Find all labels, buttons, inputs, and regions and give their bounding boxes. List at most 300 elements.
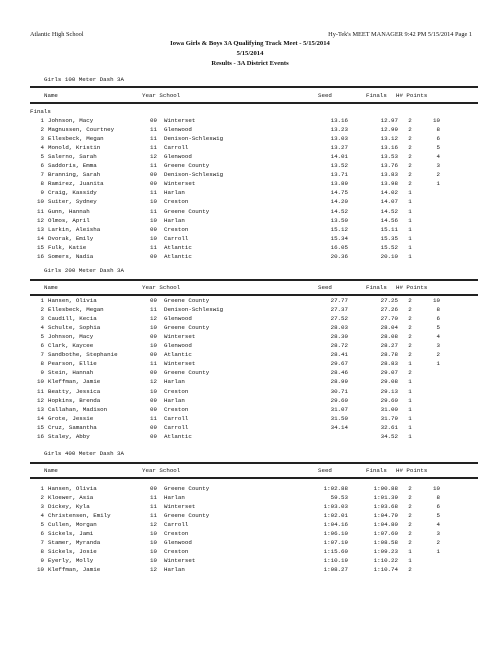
school: Winterset (164, 180, 196, 187)
place: 7 (40, 351, 44, 358)
final-time: 1:10.74 (373, 566, 398, 573)
athlete-name: Schulte, Sophia (48, 324, 101, 331)
place: 10 (37, 198, 44, 205)
school: Carroll (164, 424, 189, 431)
school: Harlan (164, 189, 185, 196)
place: 10 (37, 378, 44, 385)
athlete-name: Clark, Kaycee (48, 342, 94, 349)
points: 5 (436, 512, 440, 519)
seed-time: 14.01 (330, 153, 348, 160)
points: 8 (436, 126, 440, 133)
seed-time: 28.99 (330, 378, 348, 385)
final-time: 1:04.80 (373, 521, 398, 528)
school: Harlan (164, 378, 185, 385)
athlete-year: 10 (150, 324, 157, 331)
athlete-year: 12 (150, 378, 157, 385)
result-row (30, 297, 478, 306)
final-time: 31.00 (380, 406, 398, 413)
place: 12 (37, 397, 44, 404)
athlete-name: Suiter, Sydney (48, 198, 97, 205)
place: 15 (37, 244, 44, 251)
result-row (30, 306, 478, 315)
heat-number: 2 (408, 333, 412, 340)
school: Creston (164, 530, 189, 537)
athlete-year: 09 (150, 297, 157, 304)
athlete-name: Sickels, Josie (48, 548, 97, 555)
seed-time: 28.03 (330, 324, 348, 331)
heat-number: 1 (408, 217, 412, 224)
athlete-name: Pearson, Ellie (48, 360, 97, 367)
result-row (30, 180, 478, 189)
athlete-year: 11 (150, 512, 157, 519)
column-header-row (30, 467, 478, 476)
place: 1 (40, 485, 44, 492)
school: Atlantic (164, 253, 192, 260)
school: Denison-Schleswig (164, 306, 224, 313)
place: 16 (37, 253, 44, 260)
place: 16 (37, 433, 44, 440)
points: 6 (436, 135, 440, 142)
athlete-name: Kloewer, Asia (48, 494, 94, 501)
seed-time: 1:15.60 (323, 548, 348, 555)
results-title: Results - 3A District Events (211, 60, 289, 67)
final-time: 15.35 (380, 235, 398, 242)
athlete-year: 09 (150, 117, 157, 124)
points: 10 (433, 485, 440, 492)
athlete-name: Grote, Jessie (48, 415, 94, 422)
athlete-name: Ellesbeck, Megan (48, 135, 104, 142)
final-time: 28.27 (380, 342, 398, 349)
athlete-name: Beatty, Jessica (48, 388, 101, 395)
athlete-year: 09 (150, 424, 157, 431)
seed-time: 27.37 (330, 306, 348, 313)
athlete-name: Staley, Abby (48, 433, 90, 440)
heat-number: 2 (408, 342, 412, 349)
result-row (30, 433, 478, 442)
col-year-school-header: Year School (142, 467, 181, 474)
place: 9 (40, 189, 44, 196)
result-row (30, 235, 478, 244)
athlete-year: 11 (150, 503, 157, 510)
place: 2 (40, 306, 44, 313)
result-row (30, 424, 478, 433)
result-row (30, 566, 478, 575)
place: 6 (40, 162, 44, 169)
final-time: 20.10 (380, 253, 398, 260)
seed-time: 13.71 (330, 171, 348, 178)
athlete-year: 10 (150, 557, 157, 564)
athlete-year: 11 (150, 162, 157, 169)
athlete-year: 10 (150, 217, 157, 224)
athlete-name: Johnson, Macy (48, 117, 94, 124)
result-row (30, 512, 478, 521)
place: 11 (37, 388, 44, 395)
points: 8 (436, 306, 440, 313)
heat-number: 2 (408, 351, 412, 358)
athlete-name: Branning, Sarah (48, 171, 101, 178)
place: 13 (37, 226, 44, 233)
school-name: Atlantic High School (30, 31, 84, 38)
seed-time: 31.07 (330, 406, 348, 413)
final-time: 31.79 (380, 415, 398, 422)
heat-number: 1 (408, 244, 412, 251)
final-time: 34.52 (380, 433, 398, 440)
result-row (30, 315, 478, 324)
heat-number: 1 (408, 433, 412, 440)
heat-number: 2 (408, 566, 412, 573)
points: 6 (436, 315, 440, 322)
athlete-year: 10 (150, 235, 157, 242)
result-row (30, 369, 478, 378)
place: 9 (40, 557, 44, 564)
final-time: 14.56 (380, 217, 398, 224)
athlete-year: 10 (150, 198, 157, 205)
school: Glenwood (164, 126, 192, 133)
athlete-name: Caudill, Kecia (48, 315, 97, 322)
result-row (30, 406, 478, 415)
final-time: 1:01.39 (373, 494, 398, 501)
result-row (30, 521, 478, 530)
seed-time: 28.72 (330, 342, 348, 349)
athlete-year: 09 (150, 351, 157, 358)
athlete-year: 11 (150, 135, 157, 142)
seed-time: 20.36 (330, 253, 348, 260)
double-rule (30, 294, 478, 296)
result-row (30, 378, 478, 387)
points: 5 (436, 324, 440, 331)
points: 8 (436, 494, 440, 501)
seed-time: 34.14 (330, 424, 348, 431)
heat-number: 1 (408, 189, 412, 196)
school: Harlan (164, 217, 185, 224)
points: 3 (436, 530, 440, 537)
seed-time: 1:02.88 (323, 485, 348, 492)
heat-number: 2 (408, 315, 412, 322)
seed-time: 13.16 (330, 117, 348, 124)
result-row (30, 135, 478, 144)
col-name-header: Name (44, 467, 58, 474)
athlete-year: 12 (150, 566, 157, 573)
athlete-year: 09 (150, 406, 157, 413)
final-time: 12.97 (380, 117, 398, 124)
athlete-year: 10 (150, 530, 157, 537)
points: 5 (436, 144, 440, 151)
athlete-year: 11 (150, 415, 157, 422)
final-time: 14.52 (380, 208, 398, 215)
seed-time: 16.05 (330, 244, 348, 251)
points: 2 (436, 171, 440, 178)
result-row (30, 324, 478, 333)
school: Atlantic (164, 351, 192, 358)
school: Creston (164, 198, 189, 205)
place: 11 (37, 208, 44, 215)
points: 10 (433, 117, 440, 124)
heat-number: 2 (408, 324, 412, 331)
athlete-name: Magnussen, Courtney (48, 126, 115, 133)
result-row (30, 494, 478, 503)
col-finals-header: Finals (366, 467, 387, 474)
athlete-name: Ellesbeck, Megan (48, 306, 104, 313)
seed-time: 28.46 (330, 369, 348, 376)
heat-number: 2 (408, 521, 412, 528)
heat-number: 1 (408, 198, 412, 205)
seed-time: 59.53 (330, 494, 348, 501)
school: Greene County (164, 369, 210, 376)
points: 10 (433, 297, 440, 304)
athlete-name: Ramirez, Juanita (48, 180, 104, 187)
heat-number: 2 (408, 297, 412, 304)
place: 8 (40, 360, 44, 367)
final-time: 14.02 (380, 189, 398, 196)
heat-number: 2 (408, 494, 412, 501)
final-time: 13.12 (380, 135, 398, 142)
final-time: 15.52 (380, 244, 398, 251)
athlete-year: 11 (150, 189, 157, 196)
seed-time: 1:03.03 (323, 503, 348, 510)
result-row (30, 126, 478, 135)
seed-time: 28.41 (330, 351, 348, 358)
heat-number: 1 (408, 235, 412, 242)
school: Carroll (164, 415, 189, 422)
athlete-name: Cullen, Morgan (48, 521, 97, 528)
seed-time: 13.03 (330, 135, 348, 142)
final-time: 29.07 (380, 369, 398, 376)
school: Winterset (164, 557, 196, 564)
heat-number: 2 (408, 117, 412, 124)
athlete-name: Kleffman, Jamie (48, 566, 101, 573)
heat-number: 1 (408, 415, 412, 422)
school: Greene County (164, 297, 210, 304)
athlete-name: Dvorak, Emily (48, 235, 94, 242)
place: 6 (40, 342, 44, 349)
col-heat-points-header: H# Points (396, 284, 428, 291)
heat-number: 2 (408, 126, 412, 133)
points: 4 (436, 333, 440, 340)
school: Glenwood (164, 539, 192, 546)
result-row (30, 485, 478, 494)
heat-number: 2 (408, 512, 412, 519)
result-row (30, 171, 478, 180)
final-time: 28.78 (380, 351, 398, 358)
result-row (30, 226, 478, 235)
place: 10 (37, 566, 44, 573)
athlete-name: Fulk, Katie (48, 244, 87, 251)
seed-time: 13.50 (330, 217, 348, 224)
result-row (30, 539, 478, 548)
result-row (30, 530, 478, 539)
result-row (30, 144, 478, 153)
col-year-school-header: Year School (142, 92, 181, 99)
software-stamp: Hy-Tek's MEET MANAGER 9:42 PM 5/15/2014 Page 1 (328, 31, 472, 38)
column-header-row (30, 92, 478, 101)
double-rule (30, 102, 478, 104)
final-time: 27.26 (380, 306, 398, 313)
athlete-name: Saddoris, Emma (48, 162, 97, 169)
school: Denison-Schleswig (164, 135, 224, 142)
athlete-year: 09 (150, 485, 157, 492)
place: 5 (40, 153, 44, 160)
final-time: 12.99 (380, 126, 398, 133)
place: 3 (40, 315, 44, 322)
place: 13 (37, 406, 44, 413)
final-time: 1:08.58 (373, 539, 398, 546)
double-rule (30, 279, 478, 281)
heat-number: 1 (408, 378, 412, 385)
final-time: 1:10.22 (373, 557, 398, 564)
athlete-name: Olmos, April (48, 217, 90, 224)
seed-time: 28.30 (330, 333, 348, 340)
athlete-year: 09 (150, 226, 157, 233)
result-row (30, 162, 478, 171)
school: Greene County (164, 162, 210, 169)
place: 1 (40, 297, 44, 304)
event-title: Girls 200 Meter Dash 3A (44, 267, 125, 274)
heat-number: 2 (408, 144, 412, 151)
athlete-year: 11 (150, 144, 157, 151)
place: 7 (40, 539, 44, 546)
athlete-year: 09 (150, 433, 157, 440)
final-time: 29.13 (380, 388, 398, 395)
place: 5 (40, 333, 44, 340)
double-rule (30, 462, 478, 464)
final-time: 29.08 (380, 378, 398, 385)
final-time: 1:09.23 (373, 548, 398, 555)
school: Creston (164, 388, 189, 395)
heat-number: 1 (408, 406, 412, 413)
athlete-name: Christensen, Emily (48, 512, 111, 519)
double-rule (30, 477, 478, 479)
seed-time: 13.89 (330, 180, 348, 187)
place: 9 (40, 369, 44, 376)
points: 3 (436, 342, 440, 349)
heat-number: 2 (408, 503, 412, 510)
heat-number: 2 (408, 180, 412, 187)
final-time: 13.16 (380, 144, 398, 151)
school: Winterset (164, 360, 196, 367)
athlete-year: 10 (150, 342, 157, 349)
result-row (30, 208, 478, 217)
school: Glenwood (164, 342, 192, 349)
points: 6 (436, 503, 440, 510)
seed-time: 15.34 (330, 235, 348, 242)
result-row (30, 333, 478, 342)
seed-time: 1:04.16 (323, 521, 348, 528)
result-row (30, 153, 478, 162)
seed-time: 30.71 (330, 388, 348, 395)
athlete-name: Hopkins, Brenda (48, 397, 101, 404)
final-time: 28.08 (380, 333, 398, 340)
points: 1 (436, 180, 440, 187)
final-time: 27.25 (380, 297, 398, 304)
seed-time: 1:08.27 (323, 566, 348, 573)
points: 4 (436, 521, 440, 528)
place: 14 (37, 415, 44, 422)
seed-time: 13.23 (330, 126, 348, 133)
seed-time: 1:02.01 (323, 512, 348, 519)
result-row (30, 360, 478, 369)
heat-number: 2 (408, 530, 412, 537)
place: 4 (40, 324, 44, 331)
final-time: 32.61 (380, 424, 398, 431)
col-finals-header: Finals (366, 92, 387, 99)
result-row (30, 351, 478, 360)
points: 4 (436, 153, 440, 160)
athlete-year: 11 (150, 208, 157, 215)
final-time: 13.53 (380, 153, 398, 160)
points: 1 (436, 360, 440, 367)
result-row (30, 253, 478, 262)
final-time: 14.07 (380, 198, 398, 205)
athlete-year: 09 (150, 171, 157, 178)
seed-time: 27.77 (330, 297, 348, 304)
result-row (30, 189, 478, 198)
double-rule (30, 86, 478, 88)
place: 14 (37, 235, 44, 242)
school: Atlantic (164, 244, 192, 251)
seed-time: 1:10.19 (323, 557, 348, 564)
heat-number: 2 (408, 369, 412, 376)
athlete-year: 11 (150, 494, 157, 501)
col-seed-header: Seed (318, 92, 332, 99)
result-row (30, 388, 478, 397)
result-row (30, 342, 478, 351)
school: Carroll (164, 235, 189, 242)
school: Atlantic (164, 433, 192, 440)
athlete-year: 09 (150, 397, 157, 404)
school: Harlan (164, 494, 185, 501)
heat-number: 2 (408, 135, 412, 142)
place: 3 (40, 503, 44, 510)
athlete-year: 10 (150, 539, 157, 546)
athlete-year: 11 (150, 244, 157, 251)
final-time: 1:00.88 (373, 485, 398, 492)
athlete-name: Larkin, Aleisha (48, 226, 101, 233)
col-seed-header: Seed (318, 284, 332, 291)
heat-number: 2 (408, 306, 412, 313)
meet-title: Iowa Girls & Boys 3A Qualifying Track Meet - 5/15/2014 (170, 40, 330, 47)
col-seed-header: Seed (318, 467, 332, 474)
heat-number: 1 (408, 397, 412, 404)
heat-number: 1 (408, 360, 412, 367)
seed-time: 29.67 (330, 360, 348, 367)
school: Harlan (164, 566, 185, 573)
points: 2 (436, 351, 440, 358)
result-row (30, 244, 478, 253)
seed-time: 14.52 (330, 208, 348, 215)
athlete-name: Sandbothe, Stephanie (48, 351, 118, 358)
final-time: 15.11 (380, 226, 398, 233)
final-time: 28.83 (380, 360, 398, 367)
col-name-header: Name (44, 284, 58, 291)
athlete-year: 09 (150, 369, 157, 376)
seed-time: 1:06.10 (323, 530, 348, 537)
athlete-name: Callahan, Madison (48, 406, 108, 413)
points: 1 (436, 548, 440, 555)
athlete-name: Hansen, Olivia (48, 297, 97, 304)
column-header-row (30, 284, 478, 293)
seed-time: 29.60 (330, 397, 348, 404)
athlete-name: Johnson, Macy (48, 333, 94, 340)
heat-number: 2 (408, 153, 412, 160)
col-heat-points-header: H# Points (396, 467, 428, 474)
athlete-year: 10 (150, 548, 157, 555)
points: 2 (436, 539, 440, 546)
col-name-header: Name (44, 92, 58, 99)
heat-number: 1 (408, 424, 412, 431)
athlete-year: 12 (150, 315, 157, 322)
col-finals-header: Finals (366, 284, 387, 291)
school: Creston (164, 406, 189, 413)
